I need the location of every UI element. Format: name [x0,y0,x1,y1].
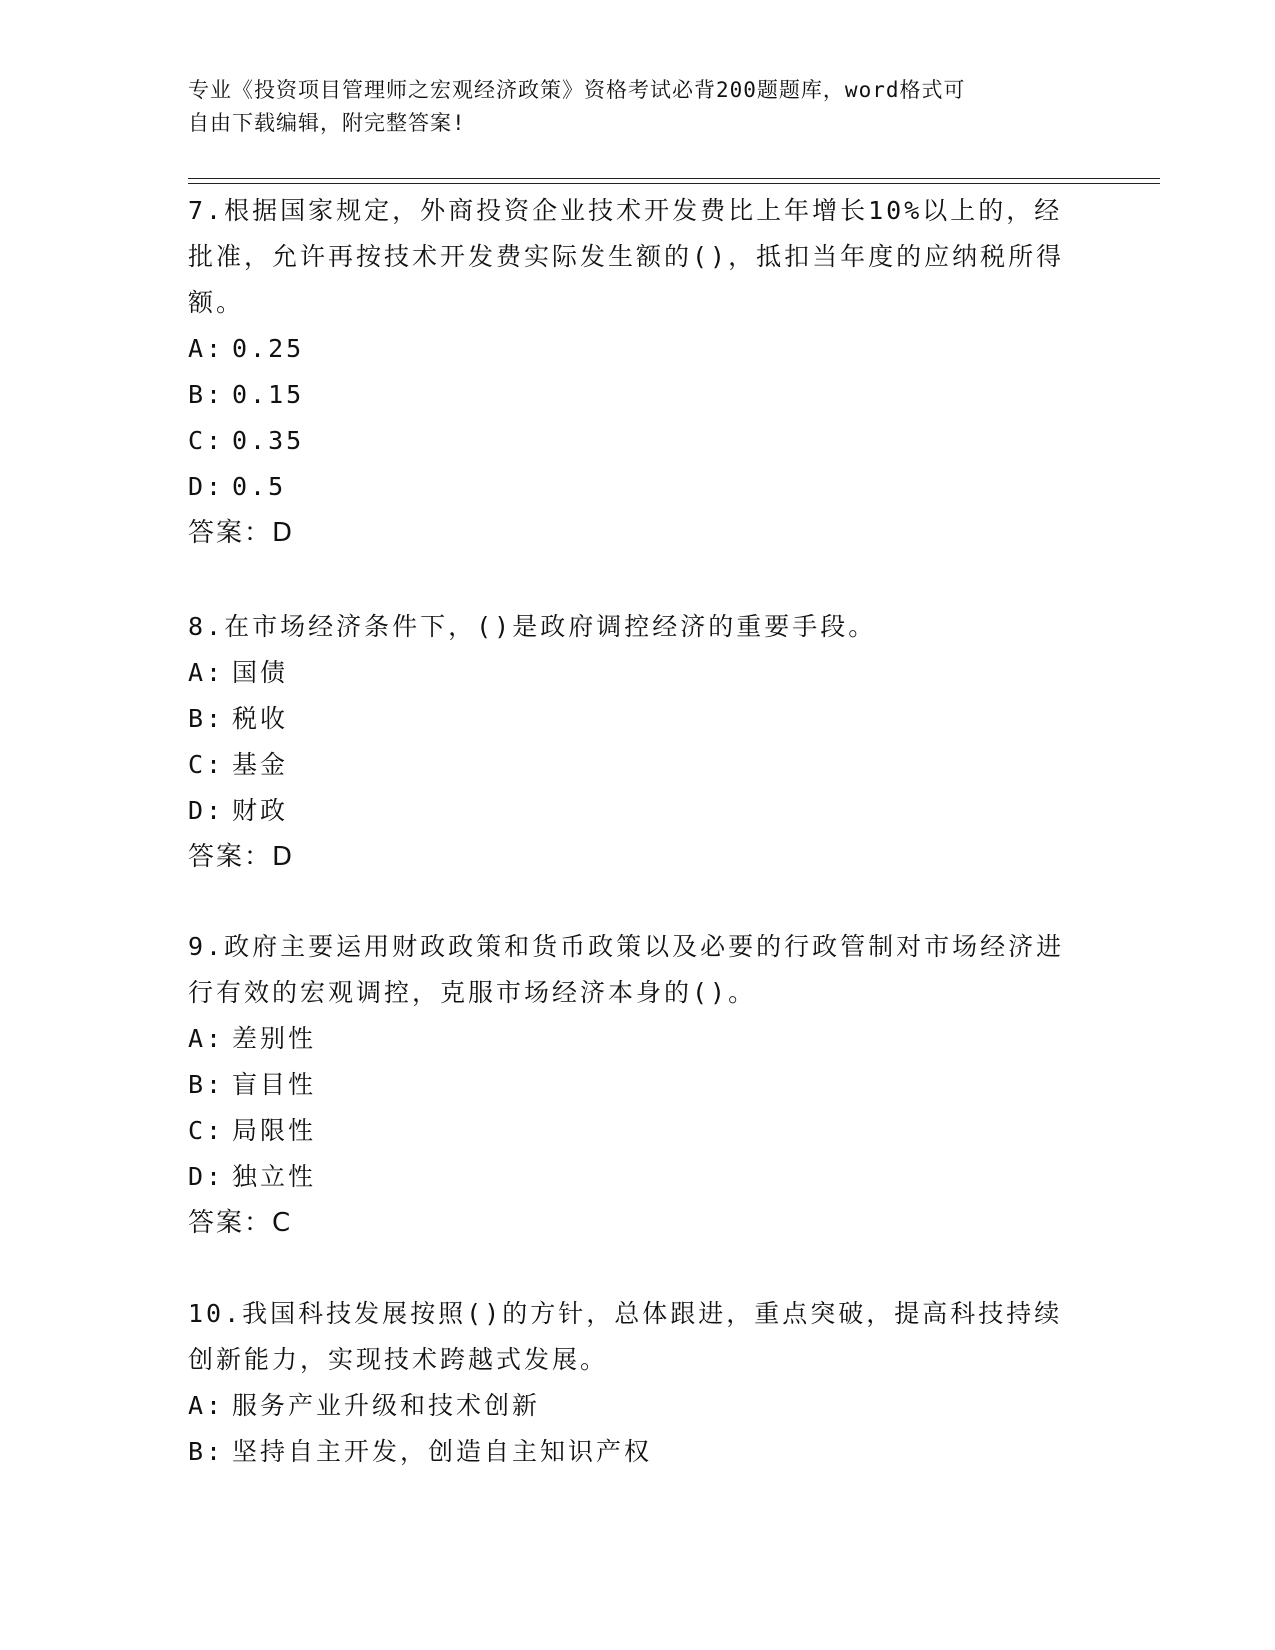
option-letter: A: [188,1391,225,1420]
option-text: 坚持自主开发，创造自主知识产权 [232,1437,653,1466]
header-line-2: 自由下载编辑，附完整答案! [188,111,466,135]
option-text: 独立性 [232,1162,317,1191]
option-text: 盲目性 [232,1070,317,1099]
option-letter: D: [188,472,225,501]
option-text: 局限性 [232,1116,317,1145]
option-letter: C: [188,426,225,455]
option-letter: C: [188,750,225,779]
option-a [188,326,1088,372]
question-9 [188,924,1088,1246]
question-10 [188,1291,1088,1475]
option-letter: D: [188,1162,225,1191]
option-d [188,464,1088,510]
header-divider-bottom [188,183,1160,184]
document-header [188,74,1068,140]
option-text: 税收 [232,704,289,733]
answer-line: 答案：D [188,518,295,548]
question-stem: 9.政府主要运用财政政策和货币政策以及必要的行政管制对市场经济进行有效的宏观调控，克服市场经济本身的()。 [188,932,1065,1007]
option-c [188,1108,1088,1154]
answer-line: 答案：C [188,1208,293,1238]
option-letter: B: [188,380,225,409]
option-text: 0.25 [232,334,305,363]
option-c [188,418,1088,464]
answer-line: 答案：D [188,842,295,872]
option-text: 0.15 [232,380,305,409]
option-letter: A: [188,334,225,363]
question-8 [188,604,1088,880]
option-a [188,650,1088,696]
option-letter: D: [188,796,225,825]
option-a [188,1383,1088,1429]
option-text: 服务产业升级和技术创新 [232,1391,541,1420]
option-text: 基金 [232,750,289,779]
question-stem: 10.我国科技发展按照()的方针，总体跟进，重点突破，提高科技持续创新能力，实现技术跨越式发展。 [188,1299,1063,1374]
header-divider-top [188,178,1160,179]
option-b [188,1062,1088,1108]
question-stem: 7.根据国家规定，外商投资企业技术开发费比上年增长10%以上的，经批准，允许再按技术开发费实际发生额的()，抵扣当年度的应纳税所得额。 [188,196,1065,317]
option-letter: A: [188,1024,225,1053]
option-letter: A: [188,658,225,687]
option-b [188,1429,1088,1475]
option-letter: B: [188,1070,225,1099]
option-letter: B: [188,704,225,733]
option-text: 财政 [232,796,289,825]
option-b [188,696,1088,742]
option-b [188,372,1088,418]
option-d [188,1154,1088,1200]
option-text: 国债 [232,658,289,687]
question-7 [188,188,1088,556]
option-letter: C: [188,1116,225,1145]
option-text: 0.35 [232,426,305,455]
option-text: 0.5 [232,472,287,501]
option-letter: B: [188,1437,225,1466]
option-d [188,788,1088,834]
option-c [188,742,1088,788]
option-text: 差别性 [232,1024,317,1053]
question-stem: 8.在市场经济条件下，()是政府调控经济的重要手段。 [188,612,877,641]
option-a [188,1016,1088,1062]
header-line-1: 专业《投资项目管理师之宏观经济政策》资格考试必背200题题库，word格式可 [188,78,966,102]
